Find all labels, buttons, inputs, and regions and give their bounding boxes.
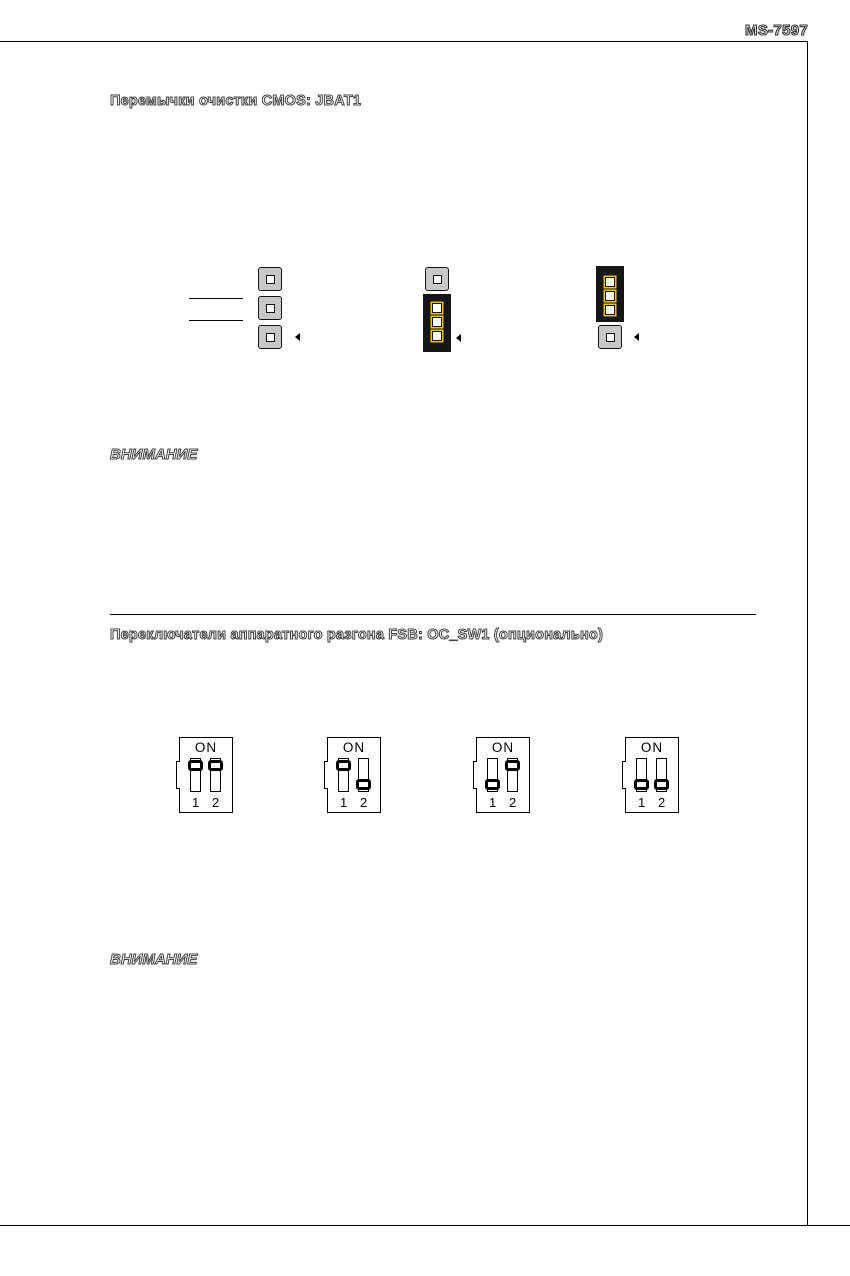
dip-number: 1: [340, 795, 348, 810]
dip-slot: [338, 758, 349, 792]
dip-switch: [625, 737, 679, 813]
dip-on-label: ON: [491, 740, 515, 755]
leader-line: [189, 298, 243, 299]
dip-number: 1: [192, 795, 200, 810]
dip-switch: [327, 737, 381, 813]
capped-pin: [605, 305, 615, 315]
dip-knob: [505, 760, 520, 771]
capped-pin: [432, 303, 442, 313]
section-divider: [110, 614, 756, 615]
jumper-pin: [258, 267, 282, 291]
dip-slot: [358, 758, 369, 792]
dip-notch: [176, 761, 180, 789]
dip-knob: [336, 760, 351, 771]
pin1-arrow-icon: [634, 333, 639, 341]
dip-number: 2: [658, 795, 666, 810]
right-margin-rule: [807, 41, 808, 1226]
header-rule: [0, 41, 808, 42]
dip-knob: [356, 779, 371, 790]
dip-slot: [507, 758, 518, 792]
dip-notch: [473, 761, 477, 789]
caution-heading: ВНИМАНИЕ: [110, 446, 198, 463]
dip-slot: [487, 758, 498, 792]
dip-notch: [324, 761, 328, 789]
jumper-pin: [258, 296, 282, 320]
capped-pin: [432, 331, 442, 341]
dip-switch: [179, 737, 233, 813]
dip-number: 1: [638, 795, 646, 810]
dip-number: 2: [212, 795, 220, 810]
dip-knob: [188, 760, 203, 771]
capped-pin: [605, 277, 615, 287]
dip-slot: [210, 758, 221, 792]
jbat1-heading: Перемычки очистки CMOS: JBAT1: [110, 93, 362, 109]
dip-slot: [656, 758, 667, 792]
dip-number: 1: [489, 795, 497, 810]
dip-notch: [622, 761, 626, 789]
footer-rule: [0, 1225, 850, 1226]
capped-pin: [432, 317, 442, 327]
dip-on-label: ON: [342, 740, 366, 755]
pin1-arrow-icon: [456, 334, 461, 342]
dip-knob: [485, 779, 500, 790]
pin1-arrow-icon: [295, 333, 300, 341]
jumper-pin: [598, 325, 622, 349]
capped-pin: [605, 291, 615, 301]
jumper-pin: [258, 325, 282, 349]
dip-number: 2: [509, 795, 517, 810]
dip-slot: [190, 758, 201, 792]
dip-on-label: ON: [640, 740, 664, 755]
caution-heading: ВНИМАНИЕ: [110, 951, 198, 968]
dip-knob: [654, 779, 669, 790]
dip-knob: [634, 779, 649, 790]
leader-line: [189, 320, 243, 321]
dip-knob: [208, 760, 223, 771]
dip-switch: [476, 737, 530, 813]
dip-on-label: ON: [194, 740, 218, 755]
dip-number: 2: [360, 795, 368, 810]
model-number: MS-7597: [745, 22, 808, 39]
jumper-pin: [425, 267, 449, 291]
oc-sw1-heading: Переключатели аппаратного разгона FSB: OC_SW1 (опционально): [110, 627, 604, 643]
dip-slot: [636, 758, 647, 792]
